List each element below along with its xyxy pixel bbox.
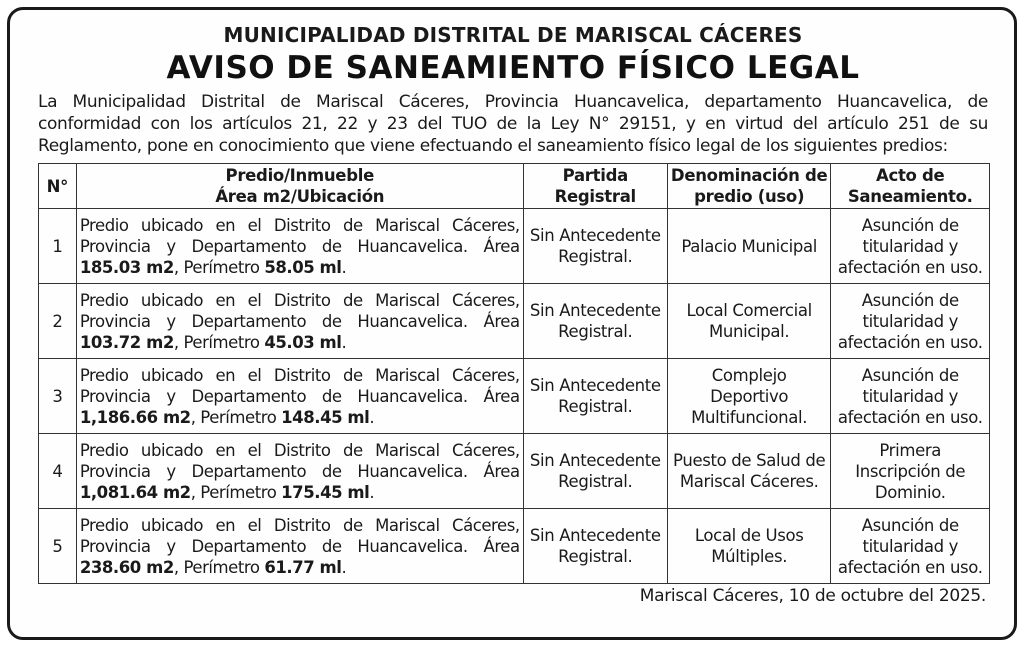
header-partida-line2: Registral xyxy=(554,187,636,206)
row-description xyxy=(76,359,523,434)
date-signature-line: Mariscal Cáceres, 10 de octubre del 2025. xyxy=(639,586,986,606)
description-end: . xyxy=(341,332,347,352)
table-body xyxy=(39,209,990,584)
perimeter-label: , Perímetro xyxy=(173,257,265,277)
row-denominacion: Local Comercial Municipal. xyxy=(667,284,831,359)
row-acto: Asunción de titularidad y afectación en uso. xyxy=(831,359,990,434)
table-row xyxy=(39,209,990,284)
table-row xyxy=(39,509,990,584)
header-predio-line2: Área m2/Ubicación xyxy=(215,187,385,206)
row-description xyxy=(76,209,523,284)
row-partida: Sin Antecedente Registral. xyxy=(523,509,667,584)
table-row xyxy=(39,434,990,509)
perimeter-label: , Perímetro xyxy=(173,557,265,577)
perimeter-label: , Perímetro xyxy=(173,332,265,352)
row-acto: Primera Inscripción de Dominio. xyxy=(831,434,990,509)
area-value: 1,081.64 m2 xyxy=(79,482,191,502)
header-denominacion-line1: Denominación de xyxy=(670,166,828,185)
row-number: 5 xyxy=(39,509,77,584)
perimeter-value: 58.05 ml xyxy=(264,257,342,277)
header-acto xyxy=(831,164,990,209)
description-text: Predio ubicado en el Distrito de Mariscal Cáceres, Provincia y Departamento de Huancavelica. Área xyxy=(79,515,520,556)
row-denominacion: Complejo Deportivo Multifuncional. xyxy=(667,359,831,434)
header-denominacion-line2: predio (uso) xyxy=(694,187,805,206)
notice-content xyxy=(38,10,988,606)
header-predio-line1: Predio/Inmueble xyxy=(225,166,374,185)
row-description xyxy=(76,509,523,584)
perimeter-value: 148.45 ml xyxy=(281,407,370,427)
header-partida xyxy=(523,164,667,209)
header-denominacion xyxy=(667,164,831,209)
row-partida: Sin Antecedente Registral. xyxy=(523,209,667,284)
description-end: . xyxy=(369,482,375,502)
organization-name: MUNICIPALIDAD DISTRITAL DE MARISCAL CÁCERES xyxy=(223,23,803,47)
table-row xyxy=(39,359,990,434)
row-number: 2 xyxy=(39,284,77,359)
row-partida: Sin Antecedente Registral. xyxy=(523,359,667,434)
header-num: N° xyxy=(39,164,77,209)
intro-paragraph: La Municipalidad Distrital de Mariscal Cáceres, Provincia Huancavelica, departamento Huancavelica, de conformidad con los artículos 21, 22 y 23 del TUO de la Ley N° 29151, y en virtud del artículo 251 de su Reglamento, pone en conocimiento que viene efectuando el saneamiento físico legal de los siguientes predios: xyxy=(38,92,988,156)
table-header-row xyxy=(39,164,990,209)
row-partida: Sin Antecedente Registral. xyxy=(523,434,667,509)
row-description xyxy=(76,434,523,509)
row-partida: Sin Antecedente Registral. xyxy=(523,284,667,359)
row-denominacion: Puesto de Salud de Mariscal Cáceres. xyxy=(667,434,831,509)
header-acto-line1: Acto de xyxy=(876,166,945,185)
header-predio xyxy=(76,164,523,209)
perimeter-label: , Perímetro xyxy=(190,482,282,502)
perimeter-value: 45.03 ml xyxy=(264,332,342,352)
properties-table xyxy=(38,163,990,584)
row-number: 1 xyxy=(39,209,77,284)
row-denominacion: Palacio Municipal xyxy=(667,209,831,284)
perimeter-value: 61.77 ml xyxy=(264,557,342,577)
header-acto-line2: Saneamiento. xyxy=(847,187,973,206)
perimeter-value: 175.45 ml xyxy=(281,482,370,502)
table-row xyxy=(39,284,990,359)
description-end: . xyxy=(341,257,347,277)
perimeter-label: , Perímetro xyxy=(190,407,282,427)
area-value: 1,186.66 m2 xyxy=(79,407,191,427)
description-text: Predio ubicado en el Distrito de Mariscal Cáceres, Provincia y Departamento de Huancavelica. Área xyxy=(79,215,520,256)
description-text: Predio ubicado en el Distrito de Mariscal Cáceres, Provincia y Departamento de Huancavelica. Área xyxy=(79,365,520,406)
header-partida-line1: Partida xyxy=(562,166,628,185)
area-value: 238.60 m2 xyxy=(79,557,174,577)
description-end: . xyxy=(369,407,375,427)
description-end: . xyxy=(341,557,347,577)
row-number: 3 xyxy=(39,359,77,434)
description-text: Predio ubicado en el Distrito de Mariscal Cáceres, Provincia y Departamento de Huancavelica. Área xyxy=(79,290,520,331)
row-acto: Asunción de titularidad y afectación en uso. xyxy=(831,509,990,584)
area-value: 185.03 m2 xyxy=(79,257,174,277)
area-value: 103.72 m2 xyxy=(79,332,174,352)
notice-title: AVISO DE SANEAMIENTO FÍSICO LEGAL xyxy=(166,50,860,86)
notice-frame xyxy=(7,7,1017,640)
row-denominacion: Local de Usos Múltiples. xyxy=(667,509,831,584)
row-description xyxy=(76,284,523,359)
description-text: Predio ubicado en el Distrito de Mariscal Cáceres, Provincia y Departamento de Huancavelica. Área xyxy=(79,440,520,481)
row-number: 4 xyxy=(39,434,77,509)
row-acto: Asunción de titularidad y afectación en uso. xyxy=(831,284,990,359)
row-acto: Asunción de titularidad y afectación en uso. xyxy=(831,209,990,284)
